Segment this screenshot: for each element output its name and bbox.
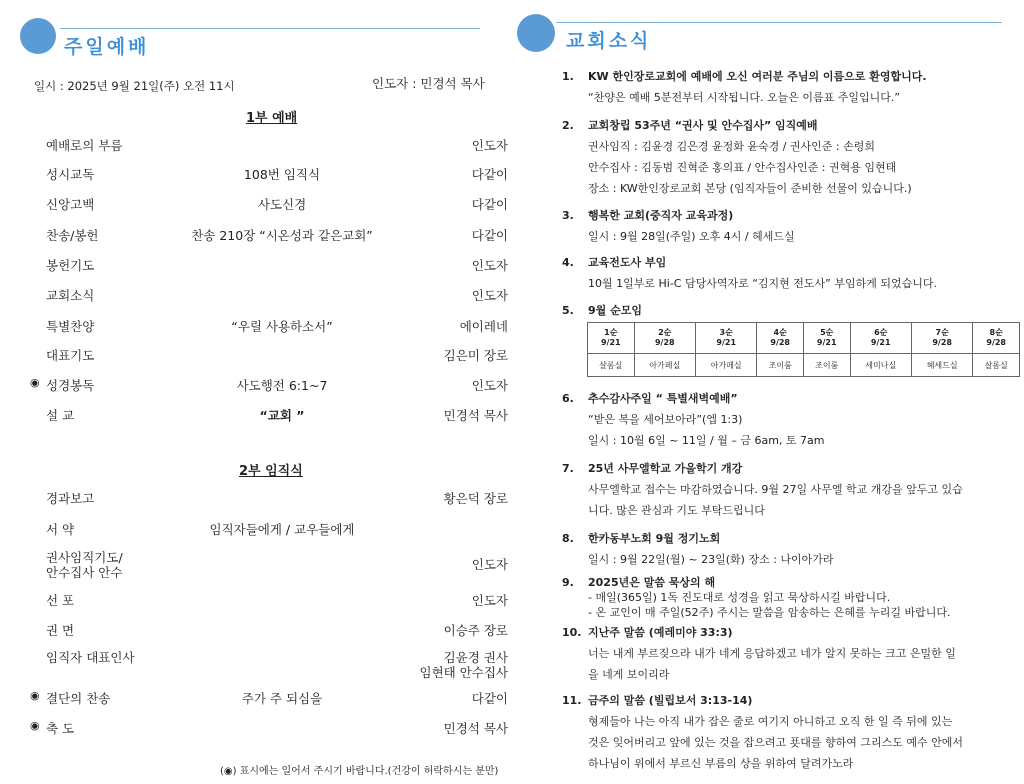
order-item-leader: 김은미 장로 [443,348,508,363]
order-item-name: 교회소식 [46,288,95,303]
order-item-leader: 다같이 [471,167,508,182]
schedule-place-cell: 헤세드실 [911,354,972,377]
order-item-leader: 민경석 목사 [443,721,508,736]
schedule-place-cell: 살롬실 [588,354,635,377]
section-title-news: 교회소식 [566,30,652,52]
order-row [34,548,508,580]
order-item-name: 예배로의 부름 [46,138,123,153]
section-divider [60,28,480,29]
news-item-number: 7. [562,462,574,475]
group-number: 3순 [719,328,733,337]
order-item-leader: 김윤경 권사 [443,650,508,665]
news-item-title: 9월 순모임 [588,304,642,317]
schedule-header-row [588,323,1020,354]
schedule-place-cell: 조이룸 [803,354,850,377]
news-item-line: 권사임직 : 김윤경 김은경 윤정화 윤숙경 / 권사인준 : 손령희 [588,140,875,153]
group-number: 8순 [989,328,1003,337]
schedule-header-cell [803,323,850,354]
news-item-number: 5. [562,304,574,317]
news-item-number: 8. [562,532,574,545]
news-item-line: 을 네게 보이리라 [588,668,670,681]
schedule-place-cell: 아가페실 [634,354,695,377]
group-date: 9/28 [932,338,952,347]
order-row [34,648,508,680]
order-item-name: 경과보고 [46,491,95,506]
schedule-header-cell [634,323,695,354]
news-item-title: 추수감사주일 “ 특별새벽예배” [588,392,738,405]
order-item-content: 사도행전 6:1~7 [236,378,328,393]
order-item-leader: 인도자 [471,378,508,393]
order-row [34,520,508,540]
group-number: 7순 [935,328,949,337]
order-item-name: 결단의 찬송 [46,691,111,706]
order-row [34,621,508,641]
order-item-name: 권사임직기도/ [46,550,123,565]
section-title-worship: 주일예배 [64,36,150,58]
news-item-line: 사무엘학교 접수는 마감하였습니다. 9월 27일 사무엘 학교 개강을 앞두고 있습 [588,483,963,496]
order-item-leader: 이승주 장로 [443,623,508,638]
news-item-title: 한카동부노회 9월 정기노회 [588,532,721,545]
news-item-number: 6. [562,392,574,405]
order-row [30,719,508,739]
order-item-leader: 민경석 목사 [443,408,508,423]
schedule-place-cell: 세미나실 [850,354,911,377]
group-number: 4순 [773,328,787,337]
order-item-content: “우릴 사용하소서” [231,319,333,334]
order-item-leader: 황은덕 장로 [443,491,508,506]
stand-mark-icon: ◉ [30,719,40,732]
order-item-leader-line2: 임현태 안수집사 [419,665,508,680]
stand-mark-icon: ◉ [30,376,40,389]
order-item-leader: 인도자 [471,288,508,303]
service-leader: 인도자 : 민경석 목사 [372,76,485,91]
order-row [30,689,508,709]
order-item-name: 선 포 [46,593,75,608]
schedule-place-row [588,354,1020,377]
schedule-place-cell: 조이룸 [757,354,804,377]
group-date: 9/21 [816,338,837,347]
order-item-name: 서 약 [46,522,75,537]
order-row [34,406,508,426]
stand-mark-icon: ◉ [30,689,40,702]
order-item-content: 주가 주 되심을 [241,691,323,706]
news-item-title: 교육전도사 부임 [588,256,667,269]
schedule-header-cell [850,323,911,354]
order-row [34,256,508,276]
order-row [30,376,508,396]
group-date: 9/28 [654,338,675,347]
service-date: 일시 : 2025년 9월 21일(주) 오전 11시 [34,79,235,93]
order-row [34,165,508,185]
order-item-leader: 인도자 [471,258,508,273]
news-item-line: 형제들아 나는 아직 내가 잡은 줄로 여기지 아니하고 오직 한 일 즉 뒤에 있는 [588,715,953,728]
order-item-leader: 다같이 [471,197,508,212]
order-item-name: 임직자 대표인사 [46,650,135,665]
news-item-number: 2. [562,119,574,132]
order-item-name: 설 교 [46,408,75,423]
news-item-line: 니다. 많은 관심과 기도 부탁드립니다 [588,504,765,517]
schedule-header-cell [695,323,756,354]
news-item-number: 3. [562,209,574,222]
news-item-line: 장소 : KW한인장로교회 본당 (임직자들이 준비한 선물이 있습니다.) [588,182,912,195]
order-item-leader: 에이레네 [459,319,508,334]
order-item-name: 특별찬양 [46,319,95,334]
news-item-line: 하나님이 위에서 부르신 부름의 상을 위하여 달려가노라 [588,757,854,770]
order-item-name: 봉헌기도 [46,258,95,273]
section-divider [556,22,1002,23]
section-badge-circle [20,18,56,54]
order-item-name: 신앙고백 [46,197,95,212]
section-badge-circle [517,14,555,52]
order-item-name: 성경봉독 [46,378,95,393]
news-item-number: 9. [562,576,574,589]
news-item-line: “찬양은 예배 5분전부터 시작됩니다. 오늘은 이름표 주일입니다.” [588,91,901,104]
group-date: 9/28 [770,338,790,347]
order-item-content: 108번 임직식 [243,167,321,182]
order-item-name-line2: 안수집사 안수 [46,565,123,580]
news-item-line: 것은 잊어버리고 앞에 있는 것을 잡으려고 푯대를 향하여 그리스도 예수 안에서 [588,736,963,749]
news-item-title: 교회창립 53주년 “권사 및 안수집사” 임직예배 [588,119,818,132]
order-item-name: 대표기도 [46,348,95,363]
news-item-title: 25년 사무엘학교 가을학기 개강 [588,462,743,475]
order-item-leader: 인도자 [471,138,508,153]
order-item-content: “교회 ” [259,408,305,423]
order-row [34,286,508,306]
order-item-leader: 인도자 [471,593,508,608]
order-item-name: 권 면 [46,623,75,638]
order-row [34,317,508,337]
order-item-leader: 다같이 [471,691,508,706]
order-row [34,591,508,611]
order-row [34,489,508,509]
group-number: 1순 [604,328,618,337]
news-item-line: 10월 1일부로 Hi-C 담당사역자로 “김지현 전도사” 부임하게 되었습니다. [588,277,937,290]
schedule-place-cell: 살롬실 [973,354,1020,377]
small-group-schedule-table [587,322,1020,377]
order-item-content: 찬송 210장 “시온성과 같은교회” [191,228,373,243]
schedule-header-cell [973,323,1020,354]
part1-title: 1부 예배 [246,111,298,126]
order-item-content: 임직자들에게 / 교우들에게 [209,522,355,537]
standing-footnote: (◉) 표시에는 일어서 주시기 바랍니다.(건강이 허락하시는 분만) [220,766,499,777]
group-date: 9/21 [870,338,891,347]
news-item-line: 안수집사 : 김동범 진혁준 홍의표 / 안수집사인준 : 권혁용 임현태 [588,161,897,174]
order-item-name: 축 도 [46,721,75,736]
news-item-number: 11. [562,694,582,707]
news-item-number: 10. [562,626,582,639]
order-item-name: 찬송/봉헌 [46,228,99,243]
schedule-header-cell [911,323,972,354]
schedule-place-cell: 아가페실 [695,354,756,377]
part2-title: 2부 임직식 [239,464,303,479]
order-item-name: 성시교독 [46,167,95,182]
group-number: 5순 [820,328,834,337]
group-number: 6순 [874,328,888,337]
news-item-title: 금주의 말씀 (빌립보서 3:13-14) [588,694,753,707]
news-item-line: 일시 : 9월 28일(주일) 오후 4시 / 헤세드실 [588,230,795,243]
news-item-title: KW 한인장로교회에 예배에 오신 여러분 주님의 이름으로 환영합니다. [588,70,927,83]
news-item-title: 2025년은 말씀 묵상의 해 [588,576,716,589]
schedule-header-cell [757,323,804,354]
group-date: 9/21 [716,338,737,347]
order-row [34,195,508,215]
news-item-title: 행복한 교회(중직자 교육과정) [588,209,734,222]
order-item-leader: 다같이 [471,228,508,243]
news-item-number: 4. [562,256,574,269]
order-row [34,226,508,246]
order-item-leader: 인도자 [471,557,508,572]
news-item-line: - 매일(365일) 1독 진도대로 성경을 읽고 묵상하시길 바랍니다. [588,591,891,604]
news-item-line: “받은 복을 세어보아라”(엡 1:3) [588,413,743,426]
news-item-line: 일시 : 9월 22일(월) ~ 23일(화) 장소 : 나이아가라 [588,553,834,566]
order-row [34,346,508,366]
news-item-line: 일시 : 10월 6일 ~ 11일 / 월 – 금 6am, 토 7am [588,434,825,447]
group-date: 9/28 [986,338,1006,347]
order-row [34,136,508,156]
news-item-number: 1. [562,70,574,83]
news-item-line: 너는 내게 부르짖으라 내가 네게 응답하겠고 네가 알지 못하는 크고 은밀한 일 [588,647,956,660]
schedule-header-cell [588,323,635,354]
news-item-title: 지난주 말씀 (예레미야 33:3) [588,626,733,639]
group-date: 9/21 [600,338,621,347]
news-item-line: - 온 교인이 매 주일(52주) 주시는 말씀을 암송하는 은혜를 누리길 바랍니다. [588,606,951,619]
order-item-content: 사도신경 [257,197,307,212]
group-number: 2순 [658,328,672,337]
